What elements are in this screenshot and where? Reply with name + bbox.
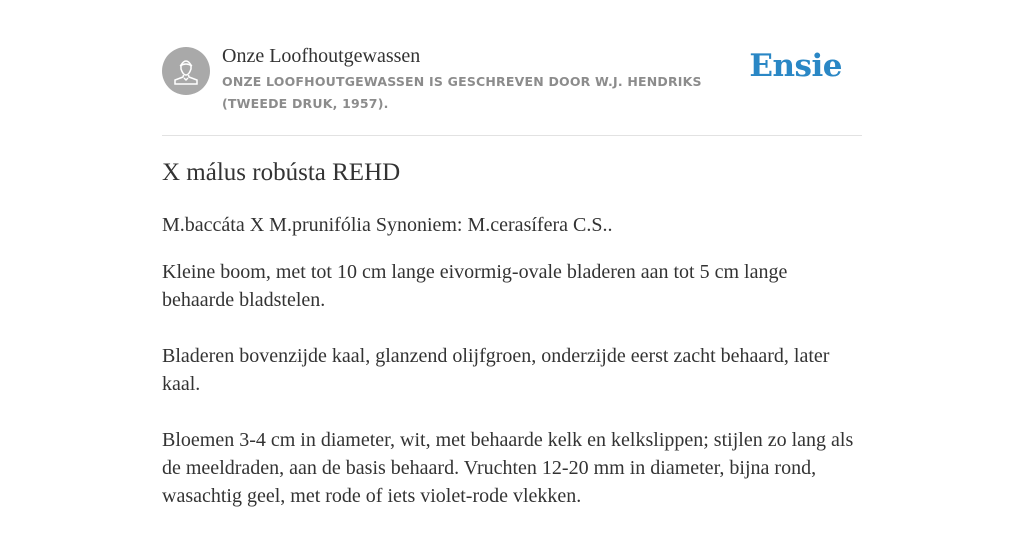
paragraph: Bladeren bovenzijde kaal, glanzend olijfgroen, onderzijde eerst zacht behaard, later kaal. <box>162 345 830 395</box>
entry-body <box>162 211 862 538</box>
source-header <box>162 0 862 136</box>
ensie-logo[interactable]: Ensie <box>749 48 842 84</box>
page-container <box>162 0 862 507</box>
paragraph: Bloemen 3-4 cm in diameter, wit, met behaarde kelk en kelkslippen; stijlen zo lang als de meeldraden, aan de basis behaard. Vruchten 12-20 mm in diameter, bijna rond, wasachtig geel, met rode of iets violet-rode vlekken. <box>162 429 854 507</box>
entry-title: X málus robústa REHD <box>162 159 401 186</box>
source-title[interactable]: Onze Loofhoutgewassen <box>222 45 421 67</box>
paragraph: Kleine boom, met tot 10 cm lange eivormig-ovale bladeren aan tot 5 cm lange behaarde bladstelen. <box>162 261 788 311</box>
user-icon <box>162 47 210 95</box>
synonym-line: M.baccáta X M.prunifólia Synoniem: M.cerasífera C.S.. <box>162 214 613 236</box>
source-subtitle: ONZE LOOFHOUTGEWASSEN IS GESCHREVEN DOOR W.J. HENDRIKS (TWEEDE DRUK, 1957). <box>222 74 702 111</box>
